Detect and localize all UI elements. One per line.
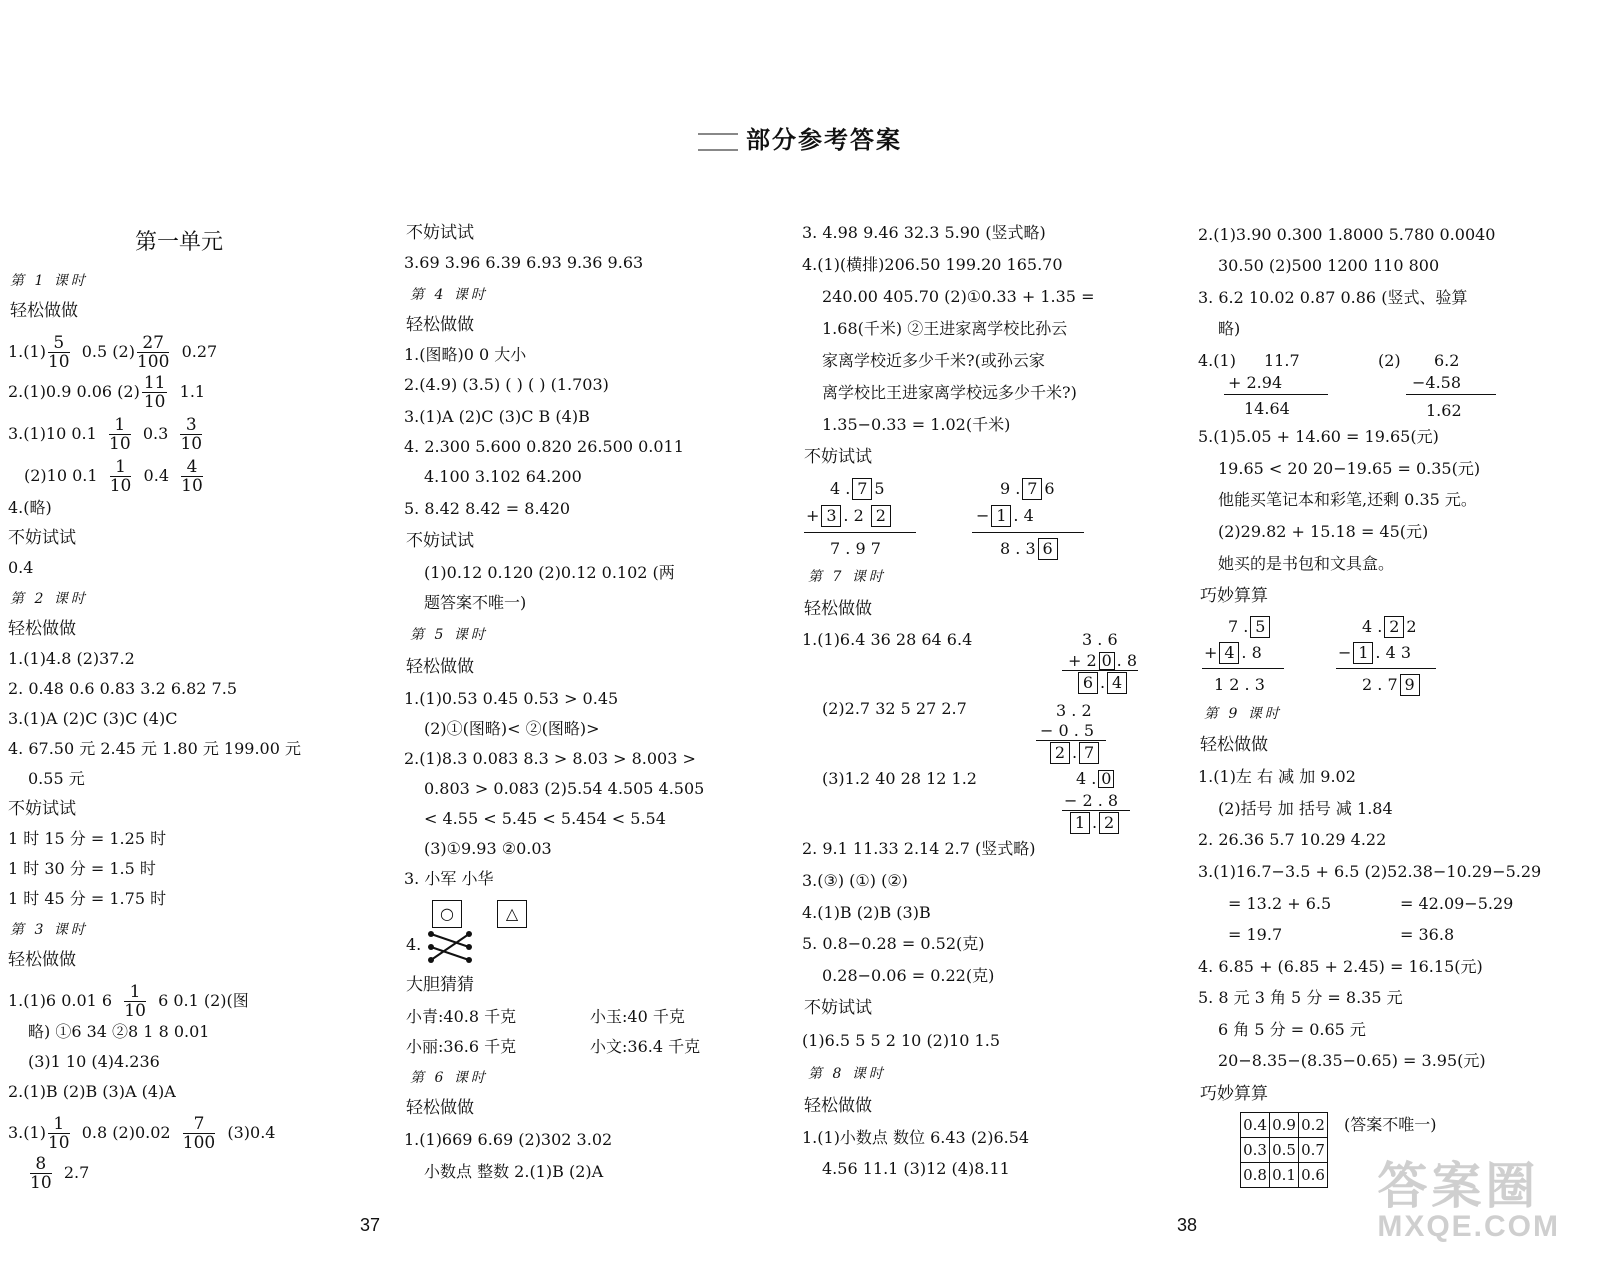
magic-square-table — [1240, 1112, 1328, 1188]
answer-line: 5. 8 元 3 角 5 分 = 8.35 元 — [1198, 988, 1403, 1007]
answer-line: 2.(4.9) (3.5) ( ) ( ) (1.703) — [404, 375, 609, 394]
vertical-calc-row: 6 . 4 — [1076, 672, 1129, 694]
answer-line: 小丽:36.6 千克 — [406, 1037, 517, 1056]
answer-line: (2)10 0.1 $\frac{1}{10}$ 0.4 $\frac{4}{10}$ — [24, 457, 203, 496]
answer-line: 19.65 < 20 20−19.65 = 0.35(元) — [1218, 459, 1481, 478]
answer-line: 离学校比王进家离学校远多少千米?) — [822, 383, 1077, 402]
answer-line: 0.803 > 0.083 (2)5.54 4.505 4.505 — [424, 779, 705, 798]
vertical-calc-row: 14.64 — [1244, 399, 1290, 418]
answer-line: 4. 2.300 5.600 0.820 26.500 0.011 — [404, 437, 684, 456]
answer-line: (2)29.82 + 15.18 = 45(元) — [1218, 522, 1429, 541]
table-cell: 0.8 — [1241, 1163, 1270, 1188]
answer-line: 1.35−0.33 = 1.02(千米) — [822, 415, 1011, 434]
answer-line: 1.(1)6 0.01 6 $\frac{1}{10}$ 6 0.1 (2)(图 — [8, 982, 249, 1021]
answer-line: 5.(1)5.05 + 14.60 = 19.65(元) — [1198, 427, 1439, 446]
answer-line: = 19.7 — [1228, 925, 1283, 944]
vertical-calc-row: 3 . 2 — [1056, 701, 1092, 720]
answer-line: 3.(1)A (2)C (3)C B (4)B — [404, 407, 590, 426]
page-number-left: 37 — [360, 1215, 381, 1235]
answer-line: (3)①9.93 ②0.03 — [424, 839, 552, 858]
divider — [972, 532, 1084, 533]
answer-line: 1.(1)6.4 36 28 64 6.4 — [802, 630, 973, 649]
answer-line: 2.(1)B (2)B (3)A (4)A — [8, 1082, 176, 1101]
divider — [1224, 394, 1328, 395]
vertical-calc-row: 7 . 9 7 — [830, 539, 881, 558]
table-cell: 0.9 — [1270, 1113, 1299, 1138]
answer-line: 3. 小军 小华 — [404, 869, 494, 888]
answer-line: 家离学校近多少千米?(或孙云家 — [822, 351, 1045, 370]
section-label: 巧妙算算 — [1200, 1084, 1268, 1104]
answer-line: (2)①(图略)< ②(图略)> — [424, 719, 600, 738]
answer-line: 2.(1)8.3 0.083 8.3 > 8.03 > 8.003 > — [404, 749, 696, 768]
answer-line: 4.(1)B (2)B (3)B — [802, 903, 931, 922]
answer-line: 0.4 — [8, 558, 34, 577]
answer-line: (3)1.2 40 28 12 1.2 — [822, 769, 977, 788]
vertical-calc-row: 4 . 7 5 — [830, 479, 885, 498]
lesson-label: 第 9 课时 — [1204, 706, 1282, 722]
unit-heading: 第一单元 — [135, 230, 224, 255]
answer-line: 1.(1) $\frac{5}{10}$ 0.5 (2) $\frac{27}{100}$ 0.27 — [8, 333, 218, 372]
section-label: 轻松做做 — [8, 619, 76, 639]
vertical-calc-row: + 2 0 . 8 — [1068, 651, 1138, 670]
lesson-label: 第 5 课时 — [410, 627, 488, 643]
section-label: 巧妙算算 — [1200, 586, 1268, 606]
answer-line: 1.(图略)0 0 大小 — [404, 345, 527, 364]
vertical-calc-row: + 3 . 2 2 — [806, 505, 893, 527]
answer-line: < 4.55 < 5.45 < 5.454 < 5.54 — [424, 809, 666, 828]
lesson-label: 第 7 课时 — [808, 569, 886, 585]
answer-line: 4. — [406, 935, 422, 954]
answer-line: 20−8.35−(8.35−0.65) = 3.95(元) — [1218, 1051, 1486, 1070]
section-label: 轻松做做 — [1200, 735, 1268, 755]
page-number-right: 38 — [1177, 1215, 1198, 1235]
lesson-label: 第 2 课时 — [10, 591, 88, 607]
answer-line: 3.(1)16.7−3.5 + 6.5 (2)52.38−10.29−5.29 — [1198, 862, 1542, 881]
answer-line: 略) ①6 34 ②8 1 8 0.01 — [28, 1022, 210, 1041]
vertical-calc-row: 9 . 7 6 — [1000, 479, 1055, 498]
vertical-calc-row: − 1 . 4 3 — [1338, 643, 1412, 662]
answer-line: 2. 9.1 11.33 2.14 2.7 (竖式略) — [802, 839, 1036, 858]
answer-line: (3)1 10 (4)4.236 — [28, 1052, 160, 1071]
section-label: 轻松做做 — [8, 950, 76, 970]
answer-line: 1.(1)左 右 减 加 9.02 — [1198, 767, 1356, 786]
answer-line: 3.(1)A (2)C (3)C (4)C — [8, 709, 178, 728]
divider — [1202, 668, 1284, 669]
circle-symbol-box: ○ — [432, 900, 462, 928]
answer-line: 4. 67.50 元 2.45 元 1.80 元 199.00 元 — [8, 739, 301, 758]
vertical-calc-row: 11.7 — [1264, 351, 1300, 370]
answer-line: 4.(略) — [8, 498, 52, 517]
answer-line: 1.(1)0.53 0.45 0.53 > 0.45 — [404, 689, 619, 708]
matching-lines-icon — [425, 928, 475, 966]
answer-line: 他能买笔记本和彩笔,还剩 0.35 元。 — [1218, 490, 1477, 509]
answer-line: 1 时 45 分 = 1.75 时 — [8, 889, 167, 908]
lesson-label: 第 8 课时 — [808, 1066, 886, 1082]
answer-line: (2) — [1378, 351, 1401, 370]
divider — [1336, 668, 1436, 669]
section-label: 不妨试试 — [406, 223, 474, 243]
answer-line: $\frac{8}{10}$ 2.7 — [30, 1154, 90, 1193]
section-label: 大胆猜猜 — [406, 975, 474, 995]
answer-line: 4.100 3.102 64.200 — [424, 467, 582, 486]
vertical-calc-row: − 1 . 4 — [976, 506, 1034, 525]
answer-line: 1.(1)4.8 (2)37.2 — [8, 649, 135, 668]
answer-line: (2)括号 加 括号 减 1.84 — [1218, 799, 1393, 818]
vertical-calc-row: 2 . 7 9 — [1362, 674, 1422, 696]
section-label: 不妨试试 — [8, 799, 76, 819]
vertical-calc-row: + 2.94 — [1228, 373, 1283, 392]
vertical-calc-row: 6.2 — [1434, 351, 1460, 370]
divider — [1406, 394, 1496, 395]
answer-line: 小青:40.8 千克 — [406, 1007, 517, 1026]
page-title: 部分参考答案 — [0, 120, 1600, 155]
divider — [1062, 670, 1138, 671]
vertical-calc-row: + 4 . 8 — [1204, 643, 1262, 662]
table-cell: 0.7 — [1299, 1138, 1328, 1163]
table-cell: 0.5 — [1270, 1138, 1299, 1163]
answer-line: 4. 6.85 + (6.85 + 2.45) = 16.15(元) — [1198, 957, 1483, 976]
answer-line: (1)0.12 0.120 (2)0.12 0.102 (两 — [424, 563, 675, 582]
answer-line: 小数点 整数 2.(1)B (2)A — [424, 1162, 604, 1181]
answer-line: (1)6.5 5 5 2 10 (2)10 1.5 — [802, 1031, 1000, 1050]
lesson-label: 第 4 课时 — [410, 287, 488, 303]
answer-line: 1.68(千米) ②王进家离学校比孙云 — [822, 319, 1068, 338]
answer-line: 0.28−0.06 = 0.22(克) — [822, 966, 995, 985]
vertical-calc-row: 2 . 7 — [1048, 742, 1101, 764]
vertical-calc-row: 8 . 3 6 — [1000, 538, 1060, 560]
divider — [1062, 810, 1130, 811]
answer-line: 2. 26.36 5.7 10.29 4.22 — [1198, 830, 1387, 849]
answer-line: 2. 0.48 0.6 0.83 3.2 6.82 7.5 — [8, 679, 237, 698]
divider — [804, 532, 916, 533]
answer-line: 5. 0.8−0.28 = 0.52(克) — [802, 934, 985, 953]
vertical-calc-row: 7 . 5 — [1228, 616, 1272, 638]
divider — [1036, 740, 1106, 741]
answer-line: 3. 6.2 10.02 0.87 0.86 (竖式、验算 — [1198, 288, 1468, 307]
answer-line: = 42.09−5.29 — [1400, 894, 1514, 913]
answer-line: 4.(1)(横排)206.50 199.20 165.70 — [802, 255, 1063, 274]
vertical-calc-row: 1 . 2 — [1068, 812, 1121, 834]
table-row — [1241, 1138, 1328, 1163]
answer-line: 3.(③) (①) (②) — [802, 871, 908, 890]
answer-line: 3.(1)10 0.1 $\frac{1}{10}$ 0.3 $\frac{3}{10}$ — [8, 415, 203, 454]
table-cell: 0.1 — [1270, 1163, 1299, 1188]
answer-line: 5. 8.42 8.42 = 8.420 — [404, 499, 571, 518]
answer-line: 略) — [1218, 319, 1241, 338]
vertical-calc-row: 1.62 — [1426, 401, 1462, 420]
section-label: 不妨试试 — [804, 447, 872, 467]
answer-line: 1.(1)小数点 数位 6.43 (2)6.54 — [802, 1128, 1030, 1147]
vertical-calc-row: − 0 . 5 — [1040, 721, 1095, 740]
table-row — [1241, 1163, 1328, 1188]
watermark-logo: 答案圈 MXQE.COM — [1377, 1158, 1560, 1243]
section-label: 轻松做做 — [406, 657, 474, 677]
answer-line: (2)2.7 32 5 27 2.7 — [822, 699, 967, 718]
vertical-calc-row: 3 . 6 — [1082, 630, 1118, 649]
answer-line: = 13.2 + 6.5 — [1228, 894, 1332, 913]
vertical-calc-row: 4 . 2 2 — [1362, 617, 1417, 636]
section-label: 轻松做做 — [406, 1098, 474, 1118]
vertical-calc-row: − 2 . 8 — [1064, 791, 1119, 810]
answer-line: 0.55 元 — [28, 769, 85, 788]
answer-line: 2.(1)0.9 0.06 (2) $\frac{11}{10}$ 1.1 — [8, 373, 206, 412]
triangle-symbol-box: △ — [497, 900, 527, 928]
section-label: 不妨试试 — [8, 528, 76, 548]
answer-line: 小文:36.4 千克 — [590, 1037, 701, 1056]
title-decoration-icon — [698, 133, 738, 151]
vertical-calc-row: −4.58 — [1412, 373, 1462, 392]
answer-line: 4.56 11.1 (3)12 (4)8.11 — [822, 1159, 1010, 1178]
section-label: 轻松做做 — [406, 315, 474, 335]
table-row — [1241, 1113, 1328, 1138]
answer-line: 1 时 15 分 = 1.25 时 — [8, 829, 167, 848]
section-label: 不妨试试 — [804, 998, 872, 1018]
answer-line: 30.50 (2)500 1200 110 800 — [1218, 256, 1440, 275]
table-cell: 0.4 — [1241, 1113, 1270, 1138]
answer-line: 题答案不唯一) — [424, 593, 527, 612]
section-label: 不妨试试 — [406, 531, 474, 551]
table-cell: 0.6 — [1299, 1163, 1328, 1188]
section-label: 轻松做做 — [10, 301, 78, 321]
lesson-label: 第 1 课时 — [10, 273, 88, 289]
answer-line: 3. 4.98 9.46 32.3 5.90 (竖式略) — [802, 223, 1046, 242]
answer-line: 6 角 5 分 = 0.65 元 — [1218, 1020, 1366, 1039]
answer-line: 1 时 30 分 = 1.5 时 — [8, 859, 156, 878]
lesson-label: 第 6 课时 — [410, 1070, 488, 1086]
answer-line: 3.69 3.96 6.39 6.93 9.36 9.63 — [404, 253, 644, 272]
vertical-calc-row: 4 . 0 — [1076, 768, 1116, 790]
answer-line: 4.(1) — [1198, 351, 1236, 370]
answer-line: 2.(1)3.90 0.300 1.8000 5.780 0.0040 — [1198, 225, 1496, 244]
table-cell: 0.3 — [1241, 1138, 1270, 1163]
answer-line: 1.(1)669 6.69 (2)302 3.02 — [404, 1130, 613, 1149]
answer-line: 3.(1) $\frac{1}{10}$ 0.8 (2)0.02 $\frac{7}{100}$ (3)0.4 — [8, 1114, 276, 1153]
answer-line: 她买的是书包和文具盒。 — [1218, 554, 1395, 573]
answer-line: 240.00 405.70 (2)①0.33 + 1.35 = — [822, 287, 1095, 306]
table-cell: 0.2 — [1299, 1113, 1328, 1138]
answer-line: 小玉:40 千克 — [590, 1007, 685, 1026]
section-label: 轻松做做 — [804, 1096, 872, 1116]
lesson-label: 第 3 课时 — [10, 922, 88, 938]
vertical-calc-row: 1 2 . 3 — [1214, 675, 1265, 694]
section-label: 轻松做做 — [804, 599, 872, 619]
answer-line: = 36.8 — [1400, 925, 1455, 944]
answer-note: (答案不唯一) — [1344, 1115, 1437, 1134]
